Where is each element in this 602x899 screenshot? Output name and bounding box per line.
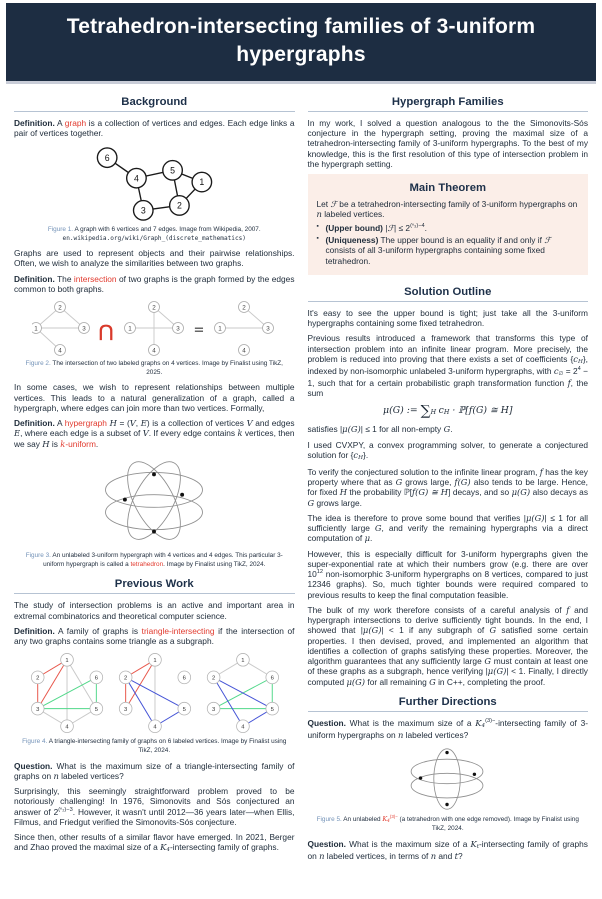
vertex-label: 1 <box>128 325 133 333</box>
section-heading-further-directions: Further Directions <box>308 692 589 712</box>
vertex-label: 5 <box>169 165 175 176</box>
paragraph-verify: To verify the conjectured solution to the infinite linear program, f has the key property where that as G grows large, f(G) also tends to be large. Hence, for fixed H the probability ℙ[f(G) ≅ H] decays, and so μ(G) also decays as G grows large. <box>307 466 588 508</box>
paragraph-idea: The idea is therefore to prove some bound that verifies |μ(G)| ≤ 1 for all sufficiently large G, and verify the remaining hypergraphs via a direct computation of μ. <box>307 512 588 544</box>
tetrahedron-diagram <box>80 454 228 551</box>
equals-icon: = <box>193 323 205 339</box>
k43-minus-diagram <box>396 745 499 813</box>
paragraph-graph-usage: Graphs are used to represent objects and their pairwise relationships. Often, we wish to analyze the similarities between two graphs. <box>14 248 295 269</box>
column-left <box>14 90 295 899</box>
figure-1-url: en.wikipedia.org/wiki/Graph_(discrete_mathematics) <box>62 234 246 242</box>
vertex-label: 1 <box>34 325 39 333</box>
graph-diagram <box>87 143 222 225</box>
vertex-label: 2 <box>176 200 182 211</box>
vertex-label: 1 <box>241 658 245 665</box>
vertex-label: 4 <box>153 724 157 731</box>
vertex-label: 4 <box>58 347 63 355</box>
paragraph-tight: It's easy to see the upper bound is tight; just take all the 3-uniform hypergraphs containing some fixed tetrahedron. <box>307 307 588 329</box>
vertex-label: 2 <box>242 304 247 312</box>
vertex-label: 2 <box>152 304 157 312</box>
vertex-label: 6 <box>94 675 99 682</box>
vertex-label: 1 <box>218 325 223 333</box>
paragraph-since-then: Since then, other results of a similar flavor have emerged. In 2021, Berger and Zhao proved the maximal size of a K4-intersecting family of graphs. <box>14 832 295 854</box>
vertex-label: 1 <box>199 177 205 188</box>
vertex-label: 3 <box>36 707 40 714</box>
column-right <box>308 90 589 899</box>
paragraph-framework: Previous results introduced a framework that transforms this type of intersection problem into an infinite linear program. More precisely, the problem is reduced into proving that there exists a set of coefficients {cH}, indexed by non-isomorphic unlabeled 3-uniform hypergraphs, with c∅ = $2^4 - 1$, such that for a certain probabilistic graph transformation function f, the sum <box>307 333 588 399</box>
section-heading-hypergraph-families: Hypergraph Families <box>308 92 589 112</box>
vertex-label: 3 <box>212 707 216 714</box>
mu-formula: μ(G) := ∑H cH · ℙ[f(G) ≅ H] <box>383 403 513 420</box>
vertex-label: 2 <box>58 304 63 312</box>
vertex-label: 3 <box>266 325 271 333</box>
vertex-label: 1 <box>65 658 69 665</box>
content-columns <box>0 84 602 899</box>
question-triangle: Question. What is the maximum size of a triangle-intersecting family of graphs on n labeled vertices? <box>14 760 295 781</box>
figure-5-k43-minus <box>308 745 589 813</box>
paragraph-study: The study of intersection problems is an active and important area in extremal combinatorics and theoretical computer science. <box>14 600 295 621</box>
vertex-label: 4 <box>241 724 245 731</box>
figure-4-caption: Figure 4. A triangle-intersecting family of graphs on 6 labeled vertices. Image by Finalist using TikZ, 2024. <box>22 738 287 754</box>
question-kt: Question. What is the maximum size of a Kt-intersecting family of graphs on n labeled vertices, in terms of n and t? <box>307 838 588 861</box>
definition-hypergraph: Definition. A hypergraph H = (V, E) is a collection of vertices V and edges E, where each edge is a subset of V. If every edge contains k vertices, then we say H is k-uniform. <box>14 418 295 449</box>
theorem-bullet-uniqueness: ▪ (Uniqueness) The upper bound is an equality if and only if ℱ consists of all 3-uniform hypergraphs containing some fixed tetrahedron. <box>317 235 580 267</box>
figure-3-tetrahedron <box>14 454 295 551</box>
vertex-label: 3 <box>82 325 87 333</box>
paragraph-surprising: Surprisingly, this seemingly straightforward problem proved to be notoriously challenging! In 1976, Simonovits and Sós conjectured an answer of $2^{(^n_2)-3}$. However, it wasn't until 2012—36 years later—when Ellis, Filmus, and Friedgut verified the Simonovits-Sós conjecture. <box>14 786 295 827</box>
figure-3-caption: Figure 3. An unlabeled 3-uniform hypergraph with 4 vertices and 4 edges. This particular 3-uniform hypergraph is called a tetrahedron. Image by Finalist using TikZ, 2024. <box>25 551 283 568</box>
vertex-label: 4 <box>65 724 69 731</box>
paragraph-however: However, this is especially difficult for 3-uniform hypergraphs given the super-exponential rate at which their numbers grow (e.g. there are over $10^{12}$ non-isomorphic 3-uniform hypergraphs on 8 vertices, compared to just 12346 graphs). So, much tighter bounds were required compared to previous results to keep the final computation feasible. <box>307 548 588 600</box>
vertex-label: 4 <box>133 173 139 184</box>
vertex-label: 2 <box>212 675 216 682</box>
vertex-label: 4 <box>152 347 157 355</box>
figure-1-caption: Figure 1. A graph with 6 vertices and 7 edges. Image from Wikipedia, 2007. en.wikipedia.org/wiki/Graph_(discrete_mathematics) <box>20 226 289 243</box>
question-k43-minus: Question. What is the maximum size of a $K4^{(3)-}$-intersecting family of 3-uniform hypergraphs on n labeled vertices? <box>307 717 588 740</box>
vertex-label: 4 <box>242 347 247 355</box>
paragraph-cvxpy: I used CVXPY, a convex programming solver, to generate a conjectured solution for {cH}. <box>307 439 588 461</box>
paragraph-multi-vertices: In some cases, we wish to represent relationships between multiple vertices. This leads to a natural generalization of a graph, called a hypergraph, where edges can join more than two vertices. Formally, <box>14 382 295 413</box>
section-heading-solution-outline: Solution Outline <box>308 282 589 302</box>
section-heading-background: Background <box>14 92 295 112</box>
figure-2-intersection <box>14 299 295 359</box>
figure-4-family <box>14 651 295 737</box>
theorem-statement: Let ℱ be a tetrahedron-intersecting family of 3-uniform hypergraphs on n labeled vertices. <box>316 199 578 220</box>
vertex-label: 1 <box>153 658 157 665</box>
vertex-label: 3 <box>124 707 128 714</box>
vertex-label: 5 <box>182 707 187 714</box>
page-title-line2: hypergraphs <box>236 42 366 66</box>
paragraph-satisfies: satisfies |μ(G)| ≤ 1 for all non-empty G. <box>307 424 453 435</box>
vertex-label: 3 <box>140 205 146 216</box>
definition-intersection: Definition. The intersection of two graphs is the graph formed by the edges common to both graphs. <box>14 273 295 294</box>
main-theorem-box <box>308 174 589 275</box>
section-heading-main-theorem: Main Theorem <box>409 182 487 195</box>
figure-5-caption: Figure 5. An unlabeled $K4^{(3)-}$ (a tetrahedron with one edge removed). Image by Finalist using TikZ, 2024. <box>316 814 579 833</box>
paragraph-my-work: In my work, I solved a question analogous to the the Simonovits-Sós conjecture in the hypergraph setting, proving the maximal size of a tetrahedron-intersecting family of 3-uniform hypergraphs. To the best of my knowledge, this is the first resolution of this type of intersection problem in the hypergraph setting. <box>307 117 588 169</box>
definition-triangle-intersecting: Definition. A family of graphs is triangle-intersecting if the intersection of any two graphs contains some triangle as a subgraph. <box>14 625 295 647</box>
figure-2-caption: Figure 2. The intersection of two labeled graphs on 4 vertices. Image by Finalist using TikZ, 2025. <box>25 360 283 376</box>
poster-header <box>6 3 596 84</box>
intersection-diagram <box>32 299 276 359</box>
vertex-label: 2 <box>124 675 128 682</box>
vertex-label: 6 <box>270 675 275 682</box>
vertex-label: 5 <box>94 707 99 714</box>
paragraph-bulk: The bulk of my work therefore consists of a careful analysis of f and hypergraph intersections to derive sufficiently tight bounds. In the end, I showed that |μ(G)| < 1 if any subgraph of G satisfied some certain properties. I then devised, proved, and implemented an algorithm that identifies a collection of graphs satisfying these properties. Moreover, the algorithm guarantees that any sufficiently large G must contain at least one of these graphs as a subgraph, hence verifying |μ(G)| < 1. Finally, I directly computed μ(G) for all remaining G in C++, completing the proof. <box>307 604 588 687</box>
vertex-label: 5 <box>270 707 275 714</box>
definition-graph: Definition. A graph is a collection of vertices and edges. Each edge links a pair of vertices together. <box>14 117 295 139</box>
vertex-label: 6 <box>104 153 110 164</box>
vertex-label: 2 <box>36 675 40 682</box>
figure-1-graph <box>14 143 295 225</box>
page-title-line1: Tetrahedron-intersecting families of 3-uniform <box>66 15 536 38</box>
theorem-bullet-upper-bound: ▪ (Upper bound) |ℱ| ≤ $2^{(^n_3)-4}$. <box>317 223 580 234</box>
vertex-label: 6 <box>182 675 187 682</box>
vertex-label: 3 <box>176 325 181 333</box>
section-heading-previous-work: Previous Work <box>14 574 295 594</box>
intersection-operator-icon: ⋂ <box>99 322 114 343</box>
triangle-family-diagram <box>23 651 285 737</box>
